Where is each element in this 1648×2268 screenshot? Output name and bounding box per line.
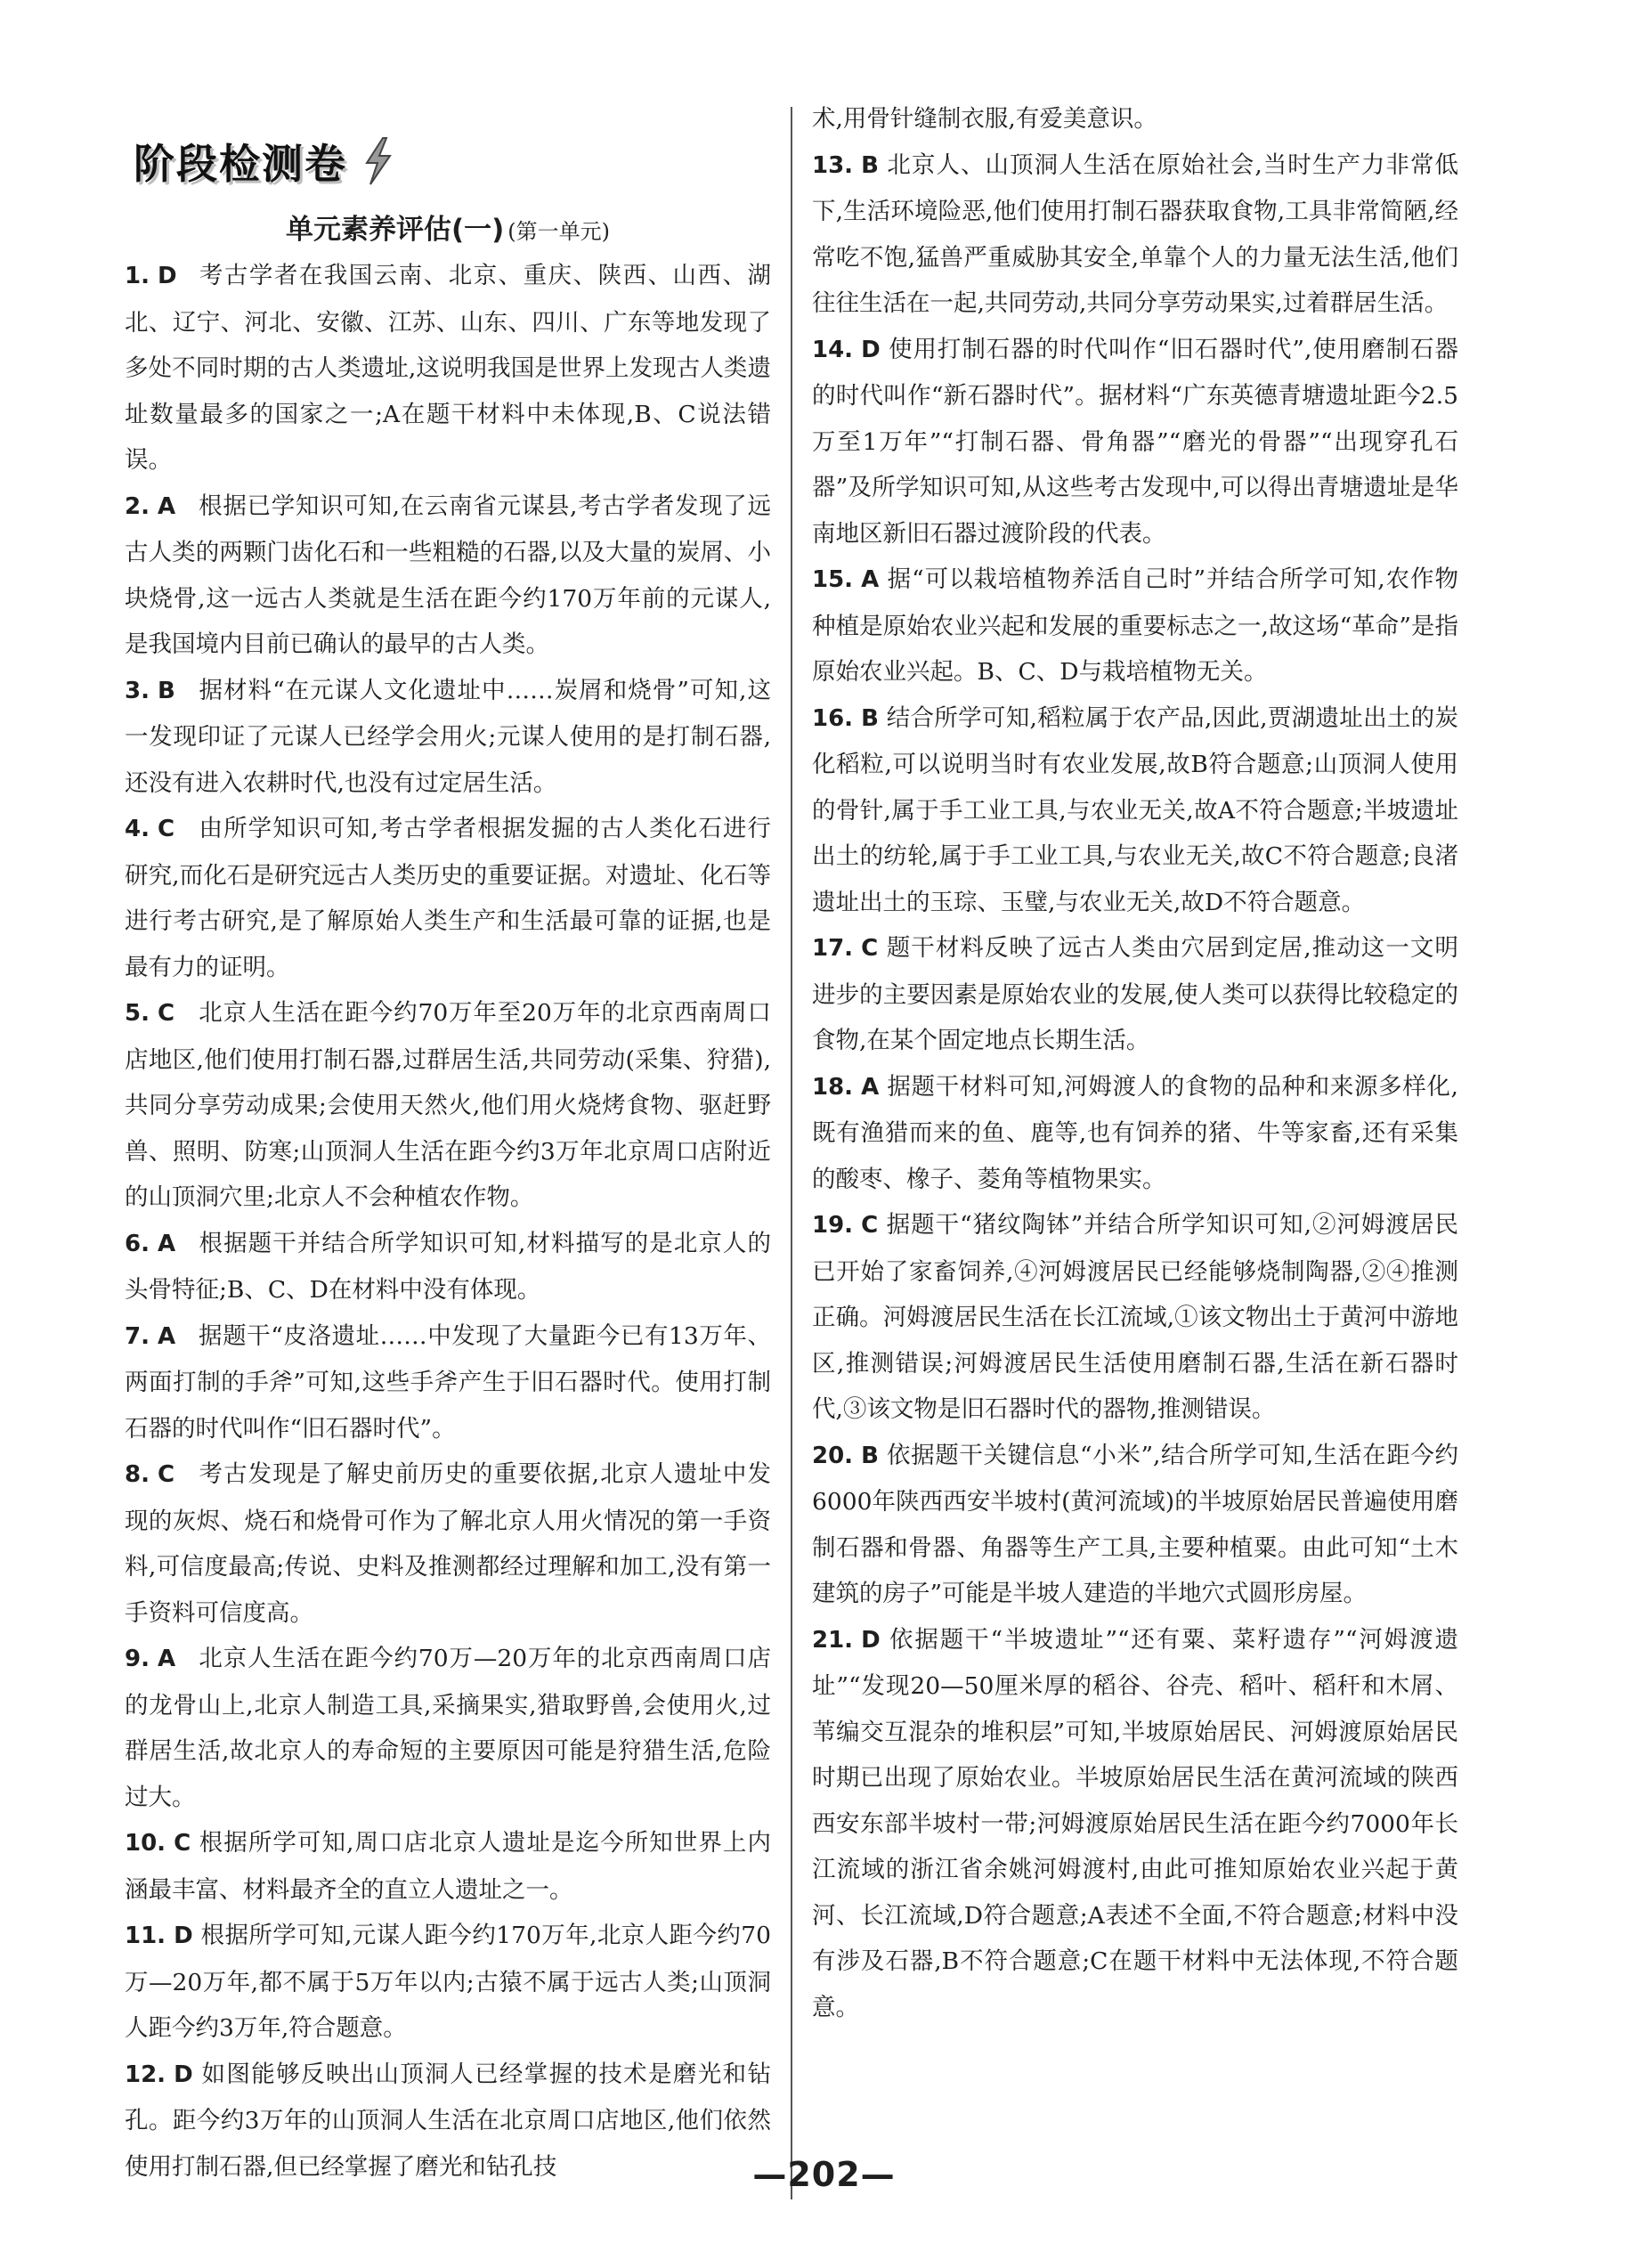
answer-paragraph bbox=[125, 668, 771, 807]
answer-paragraph bbox=[812, 1433, 1458, 1617]
explanation-text: 依据题干“半坡遗址”“还有粟、菜籽遗存”“河姆渡遗址”“发现20—50厘米厚的稻谷、谷壳、稻叶、稻秆和木屑、苇编交互混杂的堆积层”可知,半坡原始居民、河姆渡原始居民时期已出现了原始农业。半坡原始居民生活在黄河流域的陕西西安东部半坡村一带;河姆渡原始居民生活在距今约7000年长江流域的浙江省余姚河姆渡村,由此可推知原始农业兴起于黄河、长江流域,D符合题意;A表述不全面,不符合题意;材料中没有涉及石器,B不符合题意;C在题干材料中无法体现,不符合题意。 bbox=[812, 1625, 1458, 2021]
answer-letter: D bbox=[158, 263, 177, 289]
answer-item bbox=[812, 1202, 1458, 1433]
explanation-text: 使用打制石器的时代叫作“旧石器时代”,使用磨制石器的时代叫作“新石器时代”。据材料“广东英德青塘遗址距今2.5万至1万年”“打制石器、骨角器”“磨光的骨器”“出现穿孔石器”及所学知识可知,从这些考古发现中,可以得出青塘遗址是华南地区新旧石器过渡阶段的代表。 bbox=[812, 335, 1458, 548]
answer-letter: A bbox=[158, 1646, 176, 1672]
question-index: 3. bbox=[125, 677, 150, 704]
answer-item bbox=[812, 327, 1458, 557]
answer-list-right-items bbox=[812, 142, 1458, 2031]
explanation-text: 依据题干关键信息“小米”,结合所学可知,生活在距今约6000年陕西西安半坡村(黄河流域)的半坡原始居民普遍使用磨制石器和骨器、角器等生产工具,主要种植粟。由此可知“土木建筑的房子”可能是半坡人建造的半地穴式圆形房屋。 bbox=[812, 1441, 1458, 1607]
answer-item bbox=[812, 925, 1458, 1064]
question-number bbox=[125, 1914, 193, 1960]
question-number bbox=[125, 669, 191, 715]
answer-item bbox=[812, 142, 1458, 327]
question-index: 9. bbox=[125, 1646, 150, 1672]
answer-letter: D bbox=[861, 336, 881, 363]
answer-letter: C bbox=[158, 1461, 175, 1488]
section-header bbox=[134, 132, 395, 191]
answer-letter: A bbox=[861, 566, 880, 593]
question-number bbox=[812, 1203, 878, 1249]
answer-paragraph bbox=[812, 1617, 1458, 2031]
question-number bbox=[125, 991, 191, 1037]
explanation-text: 据题干“皮洛遗址……中发现了大量距今已有13万年、两面打制的手斧”可知,这些手斧产生于旧石器时代。使用打制石器的时代叫作“旧石器时代”。 bbox=[125, 1321, 771, 1443]
question-index: 11. bbox=[125, 1923, 166, 1949]
answer-paragraph bbox=[125, 1820, 771, 1913]
explanation-text: 题干材料反映了远古人类由穴居到定居,推动这一文明进步的主要因素是原始农业的发展,使人类可以获得比较稳定的食物,在某个固定地点长期生活。 bbox=[812, 934, 1458, 1054]
answer-letter: C bbox=[158, 1000, 175, 1027]
question-number bbox=[812, 143, 879, 190]
answer-letter: A bbox=[158, 492, 176, 520]
answer-item bbox=[812, 1617, 1458, 2031]
question-index: 12. bbox=[125, 2061, 166, 2088]
explanation-text: 考古发现是了解史前历史的重要依据,北京人遗址中发现的灰烬、烧石和烧骨可作为了解北京人用火情况的第一手资料,可信度最高;传说、史料及推测都经过理解和加工,没有第一手资料可信度高。 bbox=[125, 1460, 771, 1627]
answer-paragraph bbox=[125, 1451, 771, 1636]
question-index: 6. bbox=[125, 1230, 150, 1257]
question-index: 4. bbox=[125, 816, 150, 842]
answer-item bbox=[125, 1313, 771, 1452]
question-number bbox=[125, 1452, 191, 1499]
answer-paragraph bbox=[812, 1064, 1458, 1203]
answer-paragraph bbox=[812, 925, 1458, 1064]
answer-paragraph bbox=[125, 990, 771, 1221]
answer-letter: C bbox=[158, 816, 175, 842]
answer-letter: B bbox=[861, 704, 879, 732]
answer-item bbox=[125, 668, 771, 807]
answer-paragraph bbox=[812, 142, 1458, 327]
answer-letter: A bbox=[861, 1073, 880, 1101]
answer-paragraph bbox=[812, 557, 1458, 695]
answer-paragraph bbox=[812, 1202, 1458, 1433]
question-number bbox=[125, 807, 191, 853]
unit-title: 单元素养评估(一) bbox=[285, 214, 505, 246]
answer-letter: A bbox=[158, 1322, 176, 1350]
continued-text: 术,用骨针缝制衣服,有爱美意识。 bbox=[812, 105, 1157, 133]
question-index: 5. bbox=[125, 1000, 150, 1027]
answer-item bbox=[125, 253, 771, 484]
question-index: 16. bbox=[812, 704, 854, 732]
answer-letter: A bbox=[158, 1230, 176, 1257]
explanation-text: 北京人、山顶洞人生活在原始社会,当时生产力非常低下,生活环境险恶,他们使用打制石器获取食物,工具非常简陋,经常吃不饱,猛兽严重威胁其安全,单靠个人的力量无法生活,他们往往生活在一起,共同劳动,共同分享劳动果实,过着群居生活。 bbox=[812, 150, 1458, 317]
question-index: 15. bbox=[812, 566, 854, 593]
answer-paragraph bbox=[125, 806, 771, 990]
question-index: 8. bbox=[125, 1461, 150, 1488]
answer-letter: B bbox=[861, 1442, 879, 1469]
answer-letter: D bbox=[174, 2061, 193, 2088]
answer-item bbox=[125, 484, 771, 668]
answer-item bbox=[125, 1636, 771, 1820]
question-index: 2. bbox=[125, 492, 150, 520]
answer-item bbox=[125, 1820, 771, 1913]
question-index: 13. bbox=[812, 151, 854, 179]
answer-letter: B bbox=[861, 151, 879, 179]
answer-item bbox=[812, 557, 1458, 695]
question-index: 14. bbox=[812, 336, 854, 363]
question-number bbox=[812, 1618, 881, 1664]
column-divider bbox=[791, 107, 792, 2199]
unit-subtitle: (第一单元) bbox=[507, 219, 611, 244]
explanation-text: 如图能够反映出山顶洞人已经掌握的技术是磨光和钻孔。距今约3万年的山顶洞人生活在北京周口店地区,他们依然使用打制石器,但已经掌握了磨光和钻孔技 bbox=[125, 2060, 771, 2181]
lightning-icon bbox=[360, 136, 395, 186]
answer-paragraph bbox=[125, 1221, 771, 1313]
explanation-text: 据“可以栽培植物养活自己时”并结合所学可知,农作物种植是原始农业兴起和发展的重要标志之一,故这场“革命”是指原始农业兴起。B、C、D与栽培植物无关。 bbox=[812, 565, 1458, 686]
explanation-text: 由所学知识可知,考古学者根据发掘的古人类化石进行研究,而化石是研究远古人类历史的重要证据。对遗址、化石等进行考古研究,是了解原始人类生产和生活最可靠的证据,也是最有力的证明。 bbox=[125, 815, 771, 981]
question-index: 20. bbox=[812, 1442, 854, 1469]
page-number: —202— bbox=[752, 2155, 896, 2194]
explanation-text: 据材料“在元谋人文化遗址中……炭屑和烧骨”可知,这一发现印证了元谋人已经学会用火;元谋人使用的是打制石器,还没有进入农耕时代,也没有过定居生活。 bbox=[125, 676, 771, 797]
answer-list-left bbox=[125, 253, 771, 2190]
question-number bbox=[125, 1821, 191, 1867]
question-number bbox=[125, 484, 191, 531]
question-number bbox=[812, 1065, 879, 1111]
answer-item bbox=[125, 990, 771, 1221]
answer-paragraph bbox=[125, 1913, 771, 2052]
explanation-text: 根据所学可知,元谋人距今约170万年,北京人距今约70万—20万年,都不属于5万年以内;古猿不属于远古人类;山顶洞人距今约3万年,符合题意。 bbox=[125, 1922, 771, 2042]
explanation-text: 根据题干并结合所学知识可知,材料描写的是北京人的头骨特征;B、C、D在材料中没有体现。 bbox=[125, 1229, 771, 1304]
answer-item bbox=[812, 1433, 1458, 1617]
question-number bbox=[125, 2053, 193, 2099]
explanation-text: 北京人生活在距今约70万—20万年的北京西南周口店的龙骨山上,北京人制造工具,采摘果实,猎取野兽,会使用火,过群居生活,故北京人的寿命短的主要原因可能是狩猎生活,危险过大。 bbox=[125, 1645, 771, 1811]
question-number bbox=[812, 926, 878, 972]
answer-letter: B bbox=[158, 677, 175, 704]
question-index: 18. bbox=[812, 1073, 854, 1101]
question-number bbox=[125, 1222, 191, 1268]
question-number bbox=[812, 696, 879, 743]
explanation-text: 北京人生活在距今约70万年至20万年的北京西南周口店地区,他们使用打制石器,过群居生活,共同劳动(采集、狩猎),共同分享劳动成果;会使用天然火,他们用火烧烤食物、驱赶野兽、照明、防寒;山顶洞人生活在距今约3万年北京周口店附近的山顶洞穴里;北京人不会种植农作物。 bbox=[125, 999, 771, 1211]
answer-letter: C bbox=[861, 1212, 879, 1239]
explanation-text: 考古学者在我国云南、北京、重庆、陕西、山西、湖北、辽宁、河北、安徽、江苏、山东、四川、广东等地发现了多处不同时期的古人类遗址,这说明我国是世界上发现古人类遗址数量最多的国家之一;A在题干材料中未体现,B、C说法错误。 bbox=[125, 262, 771, 474]
explanation-text: 根据所学可知,周口店北京人遗址是迄今所知世界上内涵最丰富、材料最齐全的直立人遗址之一。 bbox=[125, 1829, 771, 1904]
question-index: 21. bbox=[812, 1626, 854, 1654]
question-number bbox=[125, 1314, 191, 1361]
answer-paragraph bbox=[125, 253, 771, 484]
question-index: 1. bbox=[125, 263, 150, 289]
question-index: 17. bbox=[812, 935, 854, 962]
answer-letter: D bbox=[174, 1923, 193, 1949]
answer-paragraph bbox=[812, 695, 1458, 926]
answer-paragraph bbox=[125, 1636, 771, 1820]
explanation-text: 据题干“猪纹陶钵”并结合所学知识可知,②河姆渡居民已开始了家畜饲养,④河姆渡居民已经能够烧制陶器,②④推测正确。河姆渡居民生活在长江流域,①该文物出土于黄河中游地区,推测错误;河姆渡居民生活使用磨制石器,生活在新石器时代,③该文物是旧石器时代的器物,推测错误。 bbox=[812, 1211, 1458, 1423]
answer-paragraph bbox=[812, 327, 1458, 557]
question-index: 10. bbox=[125, 1830, 166, 1857]
section-title: 阶段检测卷 bbox=[134, 140, 347, 188]
answer-paragraph bbox=[125, 1313, 771, 1452]
answer-letter: D bbox=[861, 1626, 881, 1654]
question-index: 7. bbox=[125, 1322, 150, 1350]
question-number bbox=[812, 328, 881, 374]
answer-item bbox=[812, 1064, 1458, 1203]
answer-list-right bbox=[812, 96, 1458, 2030]
unit-heading bbox=[125, 207, 771, 247]
answer-item bbox=[125, 1221, 771, 1313]
answer-item bbox=[125, 1913, 771, 2052]
question-number bbox=[125, 254, 191, 300]
question-index: 19. bbox=[812, 1212, 854, 1239]
question-number bbox=[812, 1434, 879, 1480]
answer-paragraph bbox=[125, 484, 771, 668]
question-number bbox=[125, 1637, 191, 1683]
answer-letter: C bbox=[861, 935, 879, 962]
explanation-text: 据题干材料可知,河姆渡人的食物的品种和来源多样化,既有渔猎而来的鱼、鹿等,也有饲养的猪、牛等家畜,还有采集的酸枣、橡子、菱角等植物果实。 bbox=[812, 1072, 1458, 1193]
answer-item bbox=[125, 806, 771, 990]
answer-letter: C bbox=[174, 1830, 191, 1857]
question-number bbox=[812, 557, 879, 604]
answer-item bbox=[125, 1451, 771, 1636]
answer-item bbox=[812, 695, 1458, 926]
explanation-text: 结合所学可知,稻粒属于农产品,因此,贾湖遗址出土的炭化稻粒,可以说明当时有农业发展,故B符合题意;山顶洞人使用的骨针,属于手工业工具,与农业无关,故A不符合题意;半坡遗址出土的纺轮,属于手工业工具,与农业无关,故C不符合题意;良渚遗址出土的玉琮、玉璧,与农业无关,故D不符合题意。 bbox=[812, 703, 1458, 916]
explanation-text: 根据已学知识可知,在云南省元谋县,考古学者发现了远古人类的两颗门齿化石和一些粗糙的石器,以及大量的炭屑、小块烧骨,这一远古人类就是生活在距今约170万年前的元谋人,是我国境内目前已确认的最早的古人类。 bbox=[125, 492, 771, 658]
